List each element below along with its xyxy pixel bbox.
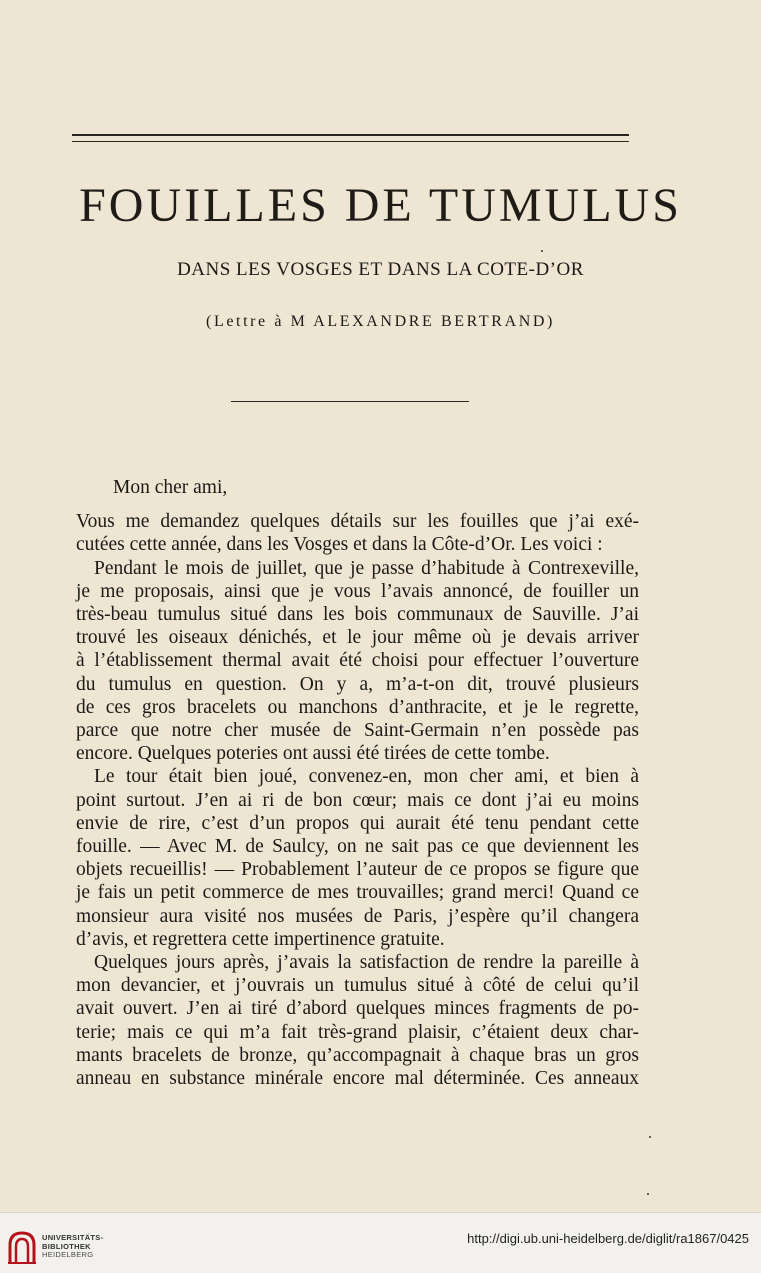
body-line: Le tour était bien joué, convenez-en, mon cher ami, et bien à <box>94 766 639 788</box>
body-line: mants bracelets de bronze, qu’accompagnait à chaque bras un gros <box>76 1044 639 1066</box>
body-line: terie; mais ce qui m’a fait très-grand plaisir, c’étaient deux char- <box>76 1021 639 1043</box>
body-line: envie de rire, c’est d’un propos qui aurait été tenu pendant cette <box>76 812 639 834</box>
library-name-line1: UNIVERSITÄTS- <box>42 1233 104 1242</box>
body-line: à l’établissement thermal avait été choisi pour effectuer l’ouverture <box>76 650 639 672</box>
body-line: du tumulus en question. On y a, m’a-t-on dit, trouvé plusieurs <box>76 673 639 695</box>
body-line: monsieur aura visité nos musées de Paris, j’espère qu’il changera <box>76 905 639 927</box>
body-line: mon devancier, et j’ouvrais un tumulus situé à côté de celui qu’il <box>76 975 639 997</box>
body-lines <box>76 510 639 1090</box>
body-line: de ces gros bracelets ou manchons d’anthracite, et je le regrette, <box>76 696 639 718</box>
top-double-rule-thin <box>72 141 629 142</box>
body-line: fouille. — Avec M. de Saulcy, on ne sait pas ce que deviennent les <box>76 836 639 858</box>
article-body <box>76 476 639 1090</box>
library-name-line3: HEIDELBERG <box>42 1250 94 1259</box>
page-permalink[interactable]: http://digi.ub.uni-heidelberg.de/diglit/ra1867/0425 <box>467 1231 749 1246</box>
body-line: cutées cette année, dans les Vosges et dans la Côte-d’Or. Les voici : <box>76 534 603 556</box>
scan-speck <box>647 1193 649 1195</box>
body-line: très-beau tumulus situé dans les bois communaux de Sauville. J’ai <box>76 604 639 626</box>
viewer-footer <box>0 1212 761 1273</box>
top-double-rule <box>72 134 629 136</box>
library-name-line2: BIBLIOTHEK <box>42 1241 91 1251</box>
scan-speck <box>649 1136 651 1138</box>
article-subtitle: DANS LES VOSGES ET DANS LA COTE-D’OR <box>177 259 584 280</box>
body-line: Vous me demandez quelques détails sur les fouilles que j’ai exé- <box>76 511 639 533</box>
heidelberg-library-logo-icon[interactable] <box>6 1229 38 1265</box>
body-line: Quelques jours après, j’avais la satisfaction de rendre la pareille à <box>94 952 639 974</box>
body-line: encore. Quelques poteries ont aussi été tirées de cette tombe. <box>76 743 550 765</box>
body-line: point surtout. J’en ai ri de bon cœur; mais ce dont j’ai eu moins <box>76 789 639 811</box>
article-title: FOUILLES DE TUMULUS <box>79 179 682 232</box>
body-line: d’avis, et regrettera cette impertinence gratuite. <box>76 928 445 950</box>
letter-addressee: (Lettre à M ALEXANDRE BERTRAND) <box>206 313 555 330</box>
body-line: avait ouvert. J’en ai tiré d’abord quelques minces fragments de po- <box>76 998 639 1020</box>
body-line: trouvé les oiseaux dénichés, et le jour même où je devais arriver <box>76 627 639 649</box>
body-line: Pendant le mois de juillet, que je passe d’habitude à Contrexeville, <box>94 557 639 579</box>
body-line: objets recueillis! — Probablement l’auteur de ce propos se figure que <box>76 859 639 881</box>
library-name[interactable] <box>42 1234 103 1260</box>
body-line: je me proposais, ainsi que je vous l’avais annoncé, de fouiller un <box>76 580 639 602</box>
body-line: je fais un petit commerce de mes trouvailles; grand merci! Quand ce <box>76 882 639 904</box>
salutation: Mon cher ami, <box>113 477 228 498</box>
section-divider <box>231 401 469 402</box>
body-line: anneau en substance minérale encore mal déterminée. Ces anneaux <box>76 1068 639 1090</box>
body-line: parce que notre cher musée de Saint-Germain n’en possède pas <box>76 720 639 742</box>
scan-speck <box>541 250 543 252</box>
